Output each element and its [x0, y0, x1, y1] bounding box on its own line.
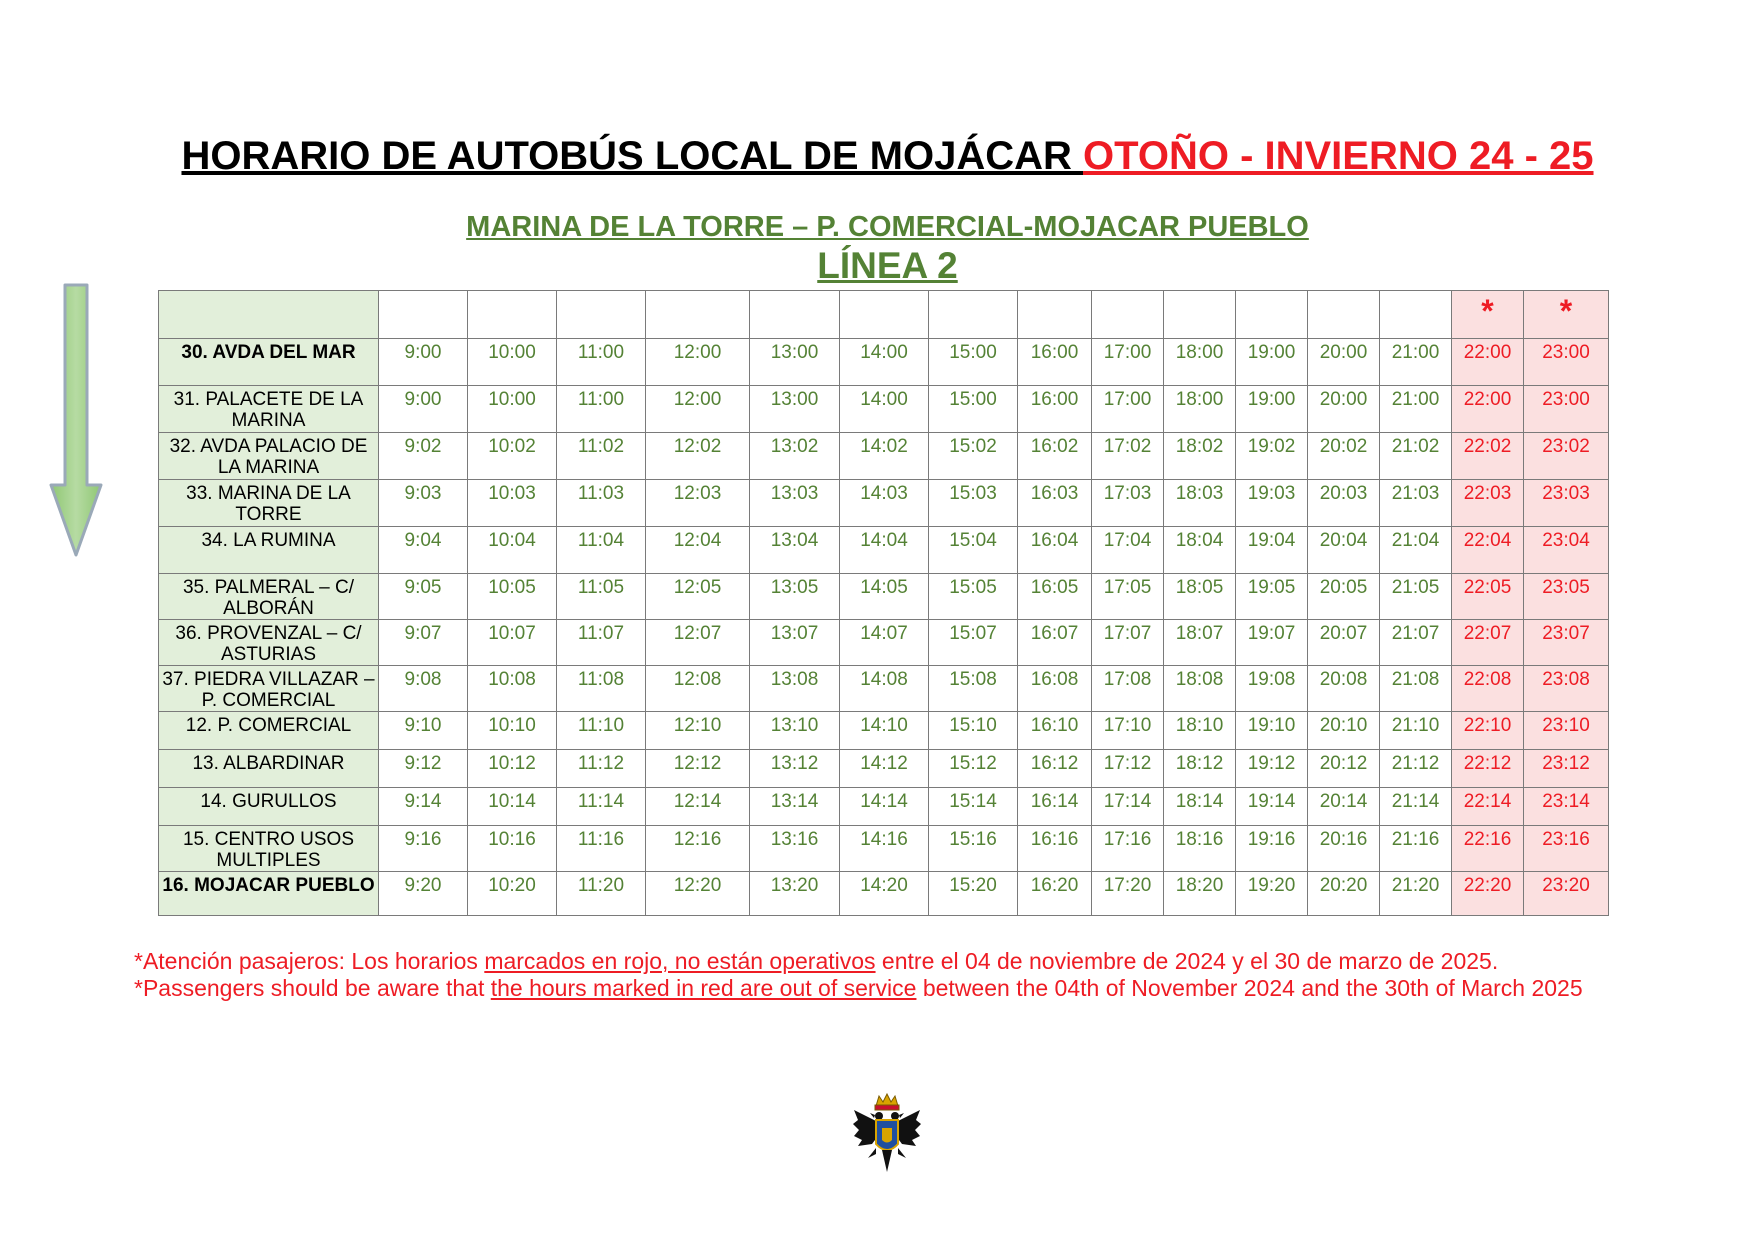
departure-time: 9:04: [379, 527, 468, 574]
departure-time: 9:05: [379, 574, 468, 620]
departure-time: 10:02: [468, 433, 557, 480]
notes: [134, 948, 1734, 1002]
table-row: [159, 620, 1609, 666]
departure-time: 21:03: [1380, 480, 1452, 527]
departure-time: 9:02: [379, 433, 468, 480]
note-spanish-underlined: marcados en rojo, no están operativos: [484, 948, 876, 974]
departure-time: 16:08: [1018, 666, 1092, 712]
departure-time: 12:00: [646, 339, 750, 386]
departure-time: 21:08: [1380, 666, 1452, 712]
departure-time: 12:07: [646, 620, 750, 666]
departure-time: 16:14: [1018, 788, 1092, 826]
departure-time: 15:05: [929, 574, 1018, 620]
departure-time: 18:08: [1164, 666, 1236, 712]
departure-time-suspended: 23:08: [1524, 666, 1609, 712]
departure-time: 9:03: [379, 480, 468, 527]
departure-time: 20:05: [1308, 574, 1380, 620]
departure-time: 19:20: [1236, 872, 1308, 916]
departure-time: 13:02: [750, 433, 840, 480]
departure-time: 20:10: [1308, 712, 1380, 750]
departure-time: 16:04: [1018, 527, 1092, 574]
departure-time: 18:16: [1164, 826, 1236, 872]
departure-time: 12:20: [646, 872, 750, 916]
departure-time: 10:12: [468, 750, 557, 788]
departure-time: 12:10: [646, 712, 750, 750]
departure-time: 19:00: [1236, 339, 1308, 386]
departure-time: 16:00: [1018, 386, 1092, 433]
departure-time-suspended: 22:16: [1452, 826, 1524, 872]
departure-time: 9:07: [379, 620, 468, 666]
page-title-main: HORARIO DE AUTOBÚS LOCAL DE MOJÁCAR: [181, 134, 1084, 178]
departure-time: 19:05: [1236, 574, 1308, 620]
departure-time: 21:02: [1380, 433, 1452, 480]
departure-time: 17:00: [1092, 386, 1164, 433]
departure-time: 18:03: [1164, 480, 1236, 527]
departure-time-suspended: 22:03: [1452, 480, 1524, 527]
departure-time-suspended: 23:14: [1524, 788, 1609, 826]
departure-time-suspended: 23:00: [1524, 339, 1609, 386]
departure-time-suspended: 22:07: [1452, 620, 1524, 666]
departure-time-suspended: 22:05: [1452, 574, 1524, 620]
departure-time: 16:07: [1018, 620, 1092, 666]
departure-time: 10:00: [468, 339, 557, 386]
departure-time: 9:10: [379, 712, 468, 750]
departure-time: 14:00: [840, 386, 929, 433]
schedule-table: [158, 290, 1609, 916]
departure-time: 20:04: [1308, 527, 1380, 574]
departure-time: 13:03: [750, 480, 840, 527]
header-mark: [840, 291, 929, 339]
departure-time: 18:10: [1164, 712, 1236, 750]
departure-time: 18:00: [1164, 386, 1236, 433]
departure-time: 15:10: [929, 712, 1018, 750]
departure-time: 21:20: [1380, 872, 1452, 916]
departure-time: 12:00: [646, 386, 750, 433]
note-spanish-end: entre el 04 de noviembre de 2024 y el 30 de marzo de 2025.: [875, 948, 1499, 974]
departure-time: 13:08: [750, 666, 840, 712]
header-mark: [379, 291, 468, 339]
table-row: [159, 666, 1609, 712]
stop-name: 37. PIEDRA VILLAZAR – P. COMERCIAL: [159, 666, 379, 712]
departure-time: 21:00: [1380, 386, 1452, 433]
departure-time-suspended: 23:16: [1524, 826, 1609, 872]
route-subtitle: MARINA DE LA TORRE – P. COMERCIAL-MOJACAR PUEBLO: [466, 211, 1309, 243]
departure-time: 11:02: [557, 433, 646, 480]
departure-time: 16:10: [1018, 712, 1092, 750]
departure-time: 9:00: [379, 386, 468, 433]
note-english-underlined: the hours marked in red are out of service: [490, 975, 917, 1001]
departure-time: 17:03: [1092, 480, 1164, 527]
departure-time: 20:20: [1308, 872, 1380, 916]
departure-time: 13:14: [750, 788, 840, 826]
departure-time: 18:14: [1164, 788, 1236, 826]
table-row: [159, 480, 1609, 527]
departure-time: 16:12: [1018, 750, 1092, 788]
departure-time: 9:12: [379, 750, 468, 788]
departure-time: 11:03: [557, 480, 646, 527]
table-row: [159, 750, 1609, 788]
departure-time: 19:02: [1236, 433, 1308, 480]
header-corner: [159, 291, 379, 339]
departure-time: 20:14: [1308, 788, 1380, 826]
departure-time: 16:02: [1018, 433, 1092, 480]
down-arrow-icon: [48, 283, 104, 559]
departure-time-suspended: 22:10: [1452, 712, 1524, 750]
departure-time-suspended: 23:05: [1524, 574, 1609, 620]
departure-time: 9:20: [379, 872, 468, 916]
note-english-end: between the 04th of November 2024 and the 30th of March 2025: [916, 975, 1583, 1001]
departure-time: 14:02: [840, 433, 929, 480]
departure-time: 14:05: [840, 574, 929, 620]
departure-time: 10:03: [468, 480, 557, 527]
note-spanish: [134, 948, 1734, 975]
departure-time: 19:08: [1236, 666, 1308, 712]
stop-name: 32. AVDA PALACIO DE LA MARINA: [159, 433, 379, 480]
departure-time: 14:04: [840, 527, 929, 574]
departure-time: 11:08: [557, 666, 646, 712]
departure-time: 20:02: [1308, 433, 1380, 480]
table-row: [159, 433, 1609, 480]
departure-time: 15:00: [929, 339, 1018, 386]
departure-time: 11:10: [557, 712, 646, 750]
departure-time: 18:00: [1164, 339, 1236, 386]
stop-name: 15. CENTRO USOS MULTIPLES: [159, 826, 379, 872]
departure-time: 14:10: [840, 712, 929, 750]
departure-time: 14:16: [840, 826, 929, 872]
departure-time-suspended: 23:20: [1524, 872, 1609, 916]
table-row: [159, 527, 1609, 574]
departure-time: 15:14: [929, 788, 1018, 826]
stop-name: 30. AVDA DEL MAR: [159, 339, 379, 386]
header-mark: *: [1524, 291, 1609, 339]
table-row: [159, 386, 1609, 433]
departure-time: 20:03: [1308, 480, 1380, 527]
departure-time: 12:12: [646, 750, 750, 788]
departure-time: 15:02: [929, 433, 1018, 480]
departure-time: 10:20: [468, 872, 557, 916]
stop-name: 35. PALMERAL – C/ ALBORÁN: [159, 574, 379, 620]
departure-time-suspended: 23:00: [1524, 386, 1609, 433]
departure-time: 19:10: [1236, 712, 1308, 750]
departure-time: 20:00: [1308, 339, 1380, 386]
departure-time: 12:08: [646, 666, 750, 712]
departure-time: 9:00: [379, 339, 468, 386]
departure-time: 14:08: [840, 666, 929, 712]
header-mark: *: [1452, 291, 1524, 339]
coat-of-arms-logo: [852, 1092, 922, 1180]
stop-name: 34. LA RUMINA: [159, 527, 379, 574]
line-number: LÍNEA 2: [817, 245, 958, 286]
departure-time: 20:07: [1308, 620, 1380, 666]
header-mark: [1018, 291, 1092, 339]
departure-time: 15:08: [929, 666, 1018, 712]
departure-time: 13:05: [750, 574, 840, 620]
departure-time: 19:16: [1236, 826, 1308, 872]
table-row: [159, 712, 1609, 750]
departure-time: 18:05: [1164, 574, 1236, 620]
departure-time: 17:02: [1092, 433, 1164, 480]
departure-time: 10:07: [468, 620, 557, 666]
departure-time: 21:05: [1380, 574, 1452, 620]
stop-name: 16. MOJACAR PUEBLO: [159, 872, 379, 916]
departure-time-suspended: 22:04: [1452, 527, 1524, 574]
departure-time: 20:12: [1308, 750, 1380, 788]
departure-time: 19:07: [1236, 620, 1308, 666]
header-mark: [1308, 291, 1380, 339]
header-mark: [646, 291, 750, 339]
stop-name: 14. GURULLOS: [159, 788, 379, 826]
stop-name: 13. ALBARDINAR: [159, 750, 379, 788]
departure-time: 14:03: [840, 480, 929, 527]
header-mark: [468, 291, 557, 339]
departure-time: 16:03: [1018, 480, 1092, 527]
table-row: [159, 339, 1609, 386]
departure-time: 13:00: [750, 386, 840, 433]
departure-time: 11:04: [557, 527, 646, 574]
departure-time-suspended: 23:12: [1524, 750, 1609, 788]
departure-time: 11:07: [557, 620, 646, 666]
departure-time: 14:07: [840, 620, 929, 666]
departure-time: 10:08: [468, 666, 557, 712]
departure-time: 21:12: [1380, 750, 1452, 788]
header-mark: [1164, 291, 1236, 339]
note-english-start: *Passengers should be aware that: [134, 975, 491, 1001]
departure-time: 11:12: [557, 750, 646, 788]
departure-time: 17:04: [1092, 527, 1164, 574]
departure-time-suspended: 23:07: [1524, 620, 1609, 666]
note-spanish-start: *Atención pasajeros: Los horarios: [134, 948, 485, 974]
departure-time: 16:00: [1018, 339, 1092, 386]
departure-time-suspended: 22:00: [1452, 339, 1524, 386]
departure-time: 16:20: [1018, 872, 1092, 916]
departure-time-suspended: 22:00: [1452, 386, 1524, 433]
header-mark: [1380, 291, 1452, 339]
departure-time: 13:20: [750, 872, 840, 916]
departure-time: 11:00: [557, 339, 646, 386]
departure-time: 12:02: [646, 433, 750, 480]
departure-time: 14:14: [840, 788, 929, 826]
departure-time: 11:14: [557, 788, 646, 826]
departure-time: 9:16: [379, 826, 468, 872]
departure-time: 12:16: [646, 826, 750, 872]
departure-time: 11:16: [557, 826, 646, 872]
table-row: [159, 574, 1609, 620]
table-row: [159, 788, 1609, 826]
departure-time: 10:04: [468, 527, 557, 574]
stop-name: 12. P. COMERCIAL: [159, 712, 379, 750]
page-title: [0, 132, 1755, 180]
departure-time: 21:10: [1380, 712, 1452, 750]
departure-time-suspended: 23:10: [1524, 712, 1609, 750]
departure-time: 16:16: [1018, 826, 1092, 872]
departure-time: 21:07: [1380, 620, 1452, 666]
departure-time-suspended: 23:02: [1524, 433, 1609, 480]
departure-time: 15:20: [929, 872, 1018, 916]
departure-time: 13:04: [750, 527, 840, 574]
departure-time: 16:05: [1018, 574, 1092, 620]
departure-time: 19:04: [1236, 527, 1308, 574]
departure-time: 18:04: [1164, 527, 1236, 574]
departure-time: 10:05: [468, 574, 557, 620]
departure-time: 20:16: [1308, 826, 1380, 872]
note-english: [134, 975, 1734, 1002]
departure-time: 18:12: [1164, 750, 1236, 788]
stop-name: 36. PROVENZAL – C/ ASTURIAS: [159, 620, 379, 666]
table-row: [159, 826, 1609, 872]
departure-time-suspended: 22:20: [1452, 872, 1524, 916]
departure-time: 19:00: [1236, 386, 1308, 433]
departure-time: 21:00: [1380, 339, 1452, 386]
header-mark: [1236, 291, 1308, 339]
departure-time: 9:14: [379, 788, 468, 826]
departure-time: 13:00: [750, 339, 840, 386]
departure-time: 10:16: [468, 826, 557, 872]
departure-time: 13:16: [750, 826, 840, 872]
header-row: [159, 291, 1609, 339]
departure-time-suspended: 22:02: [1452, 433, 1524, 480]
departure-time: 13:07: [750, 620, 840, 666]
departure-time-suspended: 22:08: [1452, 666, 1524, 712]
departure-time: 15:16: [929, 826, 1018, 872]
departure-time: 20:08: [1308, 666, 1380, 712]
departure-time: 14:12: [840, 750, 929, 788]
departure-time: 17:20: [1092, 872, 1164, 916]
departure-time: 14:20: [840, 872, 929, 916]
departure-time: 10:14: [468, 788, 557, 826]
departure-time-suspended: 22:12: [1452, 750, 1524, 788]
departure-time: 17:08: [1092, 666, 1164, 712]
departure-time: 13:10: [750, 712, 840, 750]
departure-time: 17:16: [1092, 826, 1164, 872]
header-mark: [750, 291, 840, 339]
departure-time-suspended: 23:03: [1524, 480, 1609, 527]
departure-time: 17:05: [1092, 574, 1164, 620]
departure-time-suspended: 23:04: [1524, 527, 1609, 574]
departure-time: 17:00: [1092, 339, 1164, 386]
departure-time: 17:10: [1092, 712, 1164, 750]
departure-time: 21:04: [1380, 527, 1452, 574]
header-mark: [557, 291, 646, 339]
departure-time: 15:00: [929, 386, 1018, 433]
page-title-season: OTOÑO - INVIERNO 24 - 25: [1083, 134, 1594, 178]
departure-time: 21:16: [1380, 826, 1452, 872]
departure-time: 19:12: [1236, 750, 1308, 788]
departure-time: 12:04: [646, 527, 750, 574]
departure-time: 11:05: [557, 574, 646, 620]
departure-time: 9:08: [379, 666, 468, 712]
departure-time-suspended: 22:14: [1452, 788, 1524, 826]
departure-time: 10:00: [468, 386, 557, 433]
departure-time: 14:00: [840, 339, 929, 386]
departure-time: 15:03: [929, 480, 1018, 527]
departure-time: 15:04: [929, 527, 1018, 574]
departure-time: 12:03: [646, 480, 750, 527]
departure-time: 19:14: [1236, 788, 1308, 826]
departure-time: 18:02: [1164, 433, 1236, 480]
departure-time: 11:00: [557, 386, 646, 433]
table-row: [159, 872, 1609, 916]
departure-time: 21:14: [1380, 788, 1452, 826]
departure-time: 13:12: [750, 750, 840, 788]
departure-time: 12:05: [646, 574, 750, 620]
departure-time: 15:07: [929, 620, 1018, 666]
departure-time: 18:07: [1164, 620, 1236, 666]
departure-time: 17:12: [1092, 750, 1164, 788]
stop-name: 33. MARINA DE LA TORRE: [159, 480, 379, 527]
header-mark: [1092, 291, 1164, 339]
departure-time: 17:14: [1092, 788, 1164, 826]
departure-time: 20:00: [1308, 386, 1380, 433]
header-mark: [929, 291, 1018, 339]
departure-time: 12:14: [646, 788, 750, 826]
departure-time: 11:20: [557, 872, 646, 916]
departure-time: 19:03: [1236, 480, 1308, 527]
departure-time: 10:10: [468, 712, 557, 750]
departure-time: 15:12: [929, 750, 1018, 788]
departure-time: 18:20: [1164, 872, 1236, 916]
stop-name: 31. PALACETE DE LA MARINA: [159, 386, 379, 433]
departure-time: 17:07: [1092, 620, 1164, 666]
